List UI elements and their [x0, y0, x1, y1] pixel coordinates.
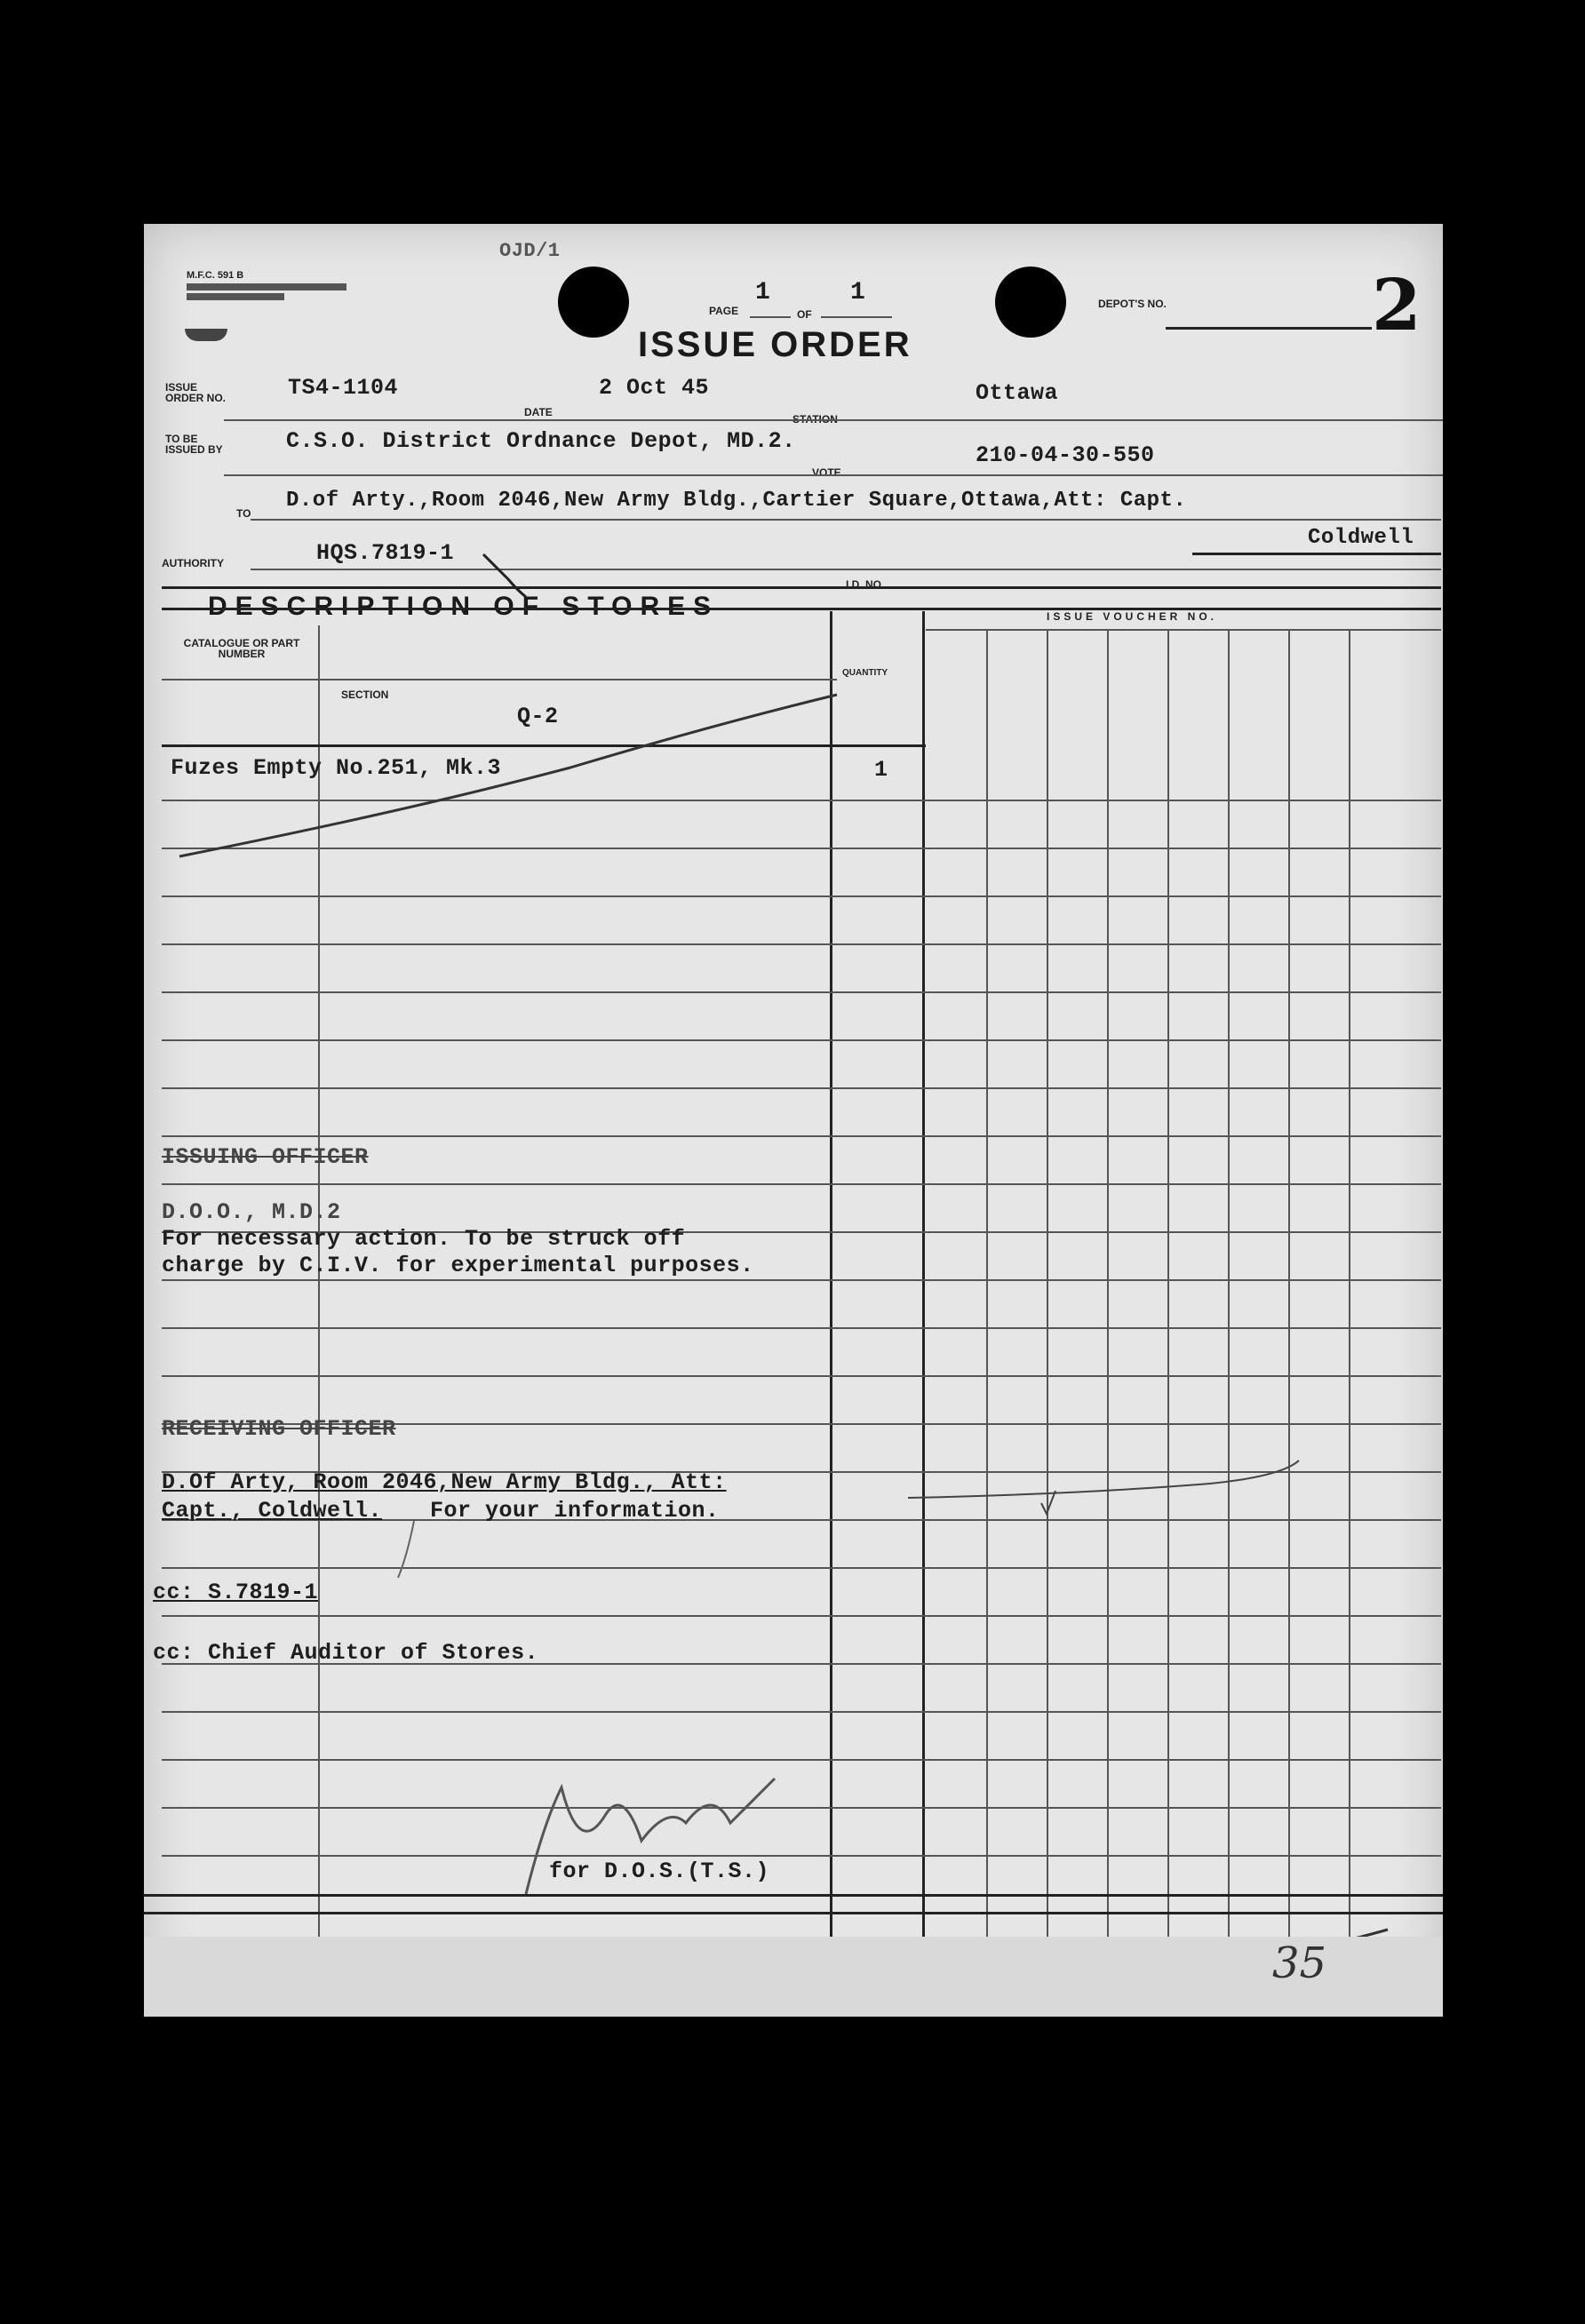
- pen-stroke-long: [179, 695, 837, 856]
- of-label: OF: [797, 308, 812, 321]
- paper-lower-strip: [144, 1937, 1443, 2017]
- signature-for: for D.O.S.(T.S.): [549, 1858, 770, 1884]
- page-number: 1: [755, 279, 771, 306]
- station-value: Ottawa: [976, 380, 1059, 406]
- id-no-label: I.D. NO.: [846, 578, 885, 591]
- form-code: M.F.C. 591 B: [187, 270, 346, 300]
- issuing-line-1: D.O.O., M.D.2: [162, 1199, 341, 1225]
- issuing-line-2: For necessary action. To be struck off: [162, 1226, 686, 1252]
- receiving-line-2b: For your information.: [430, 1498, 720, 1524]
- receiving-line-1: D.Of Arty, Room 2046,New Army Bldg., Att:: [162, 1469, 727, 1495]
- pen-stroke-authority: [483, 554, 526, 597]
- description-title: DESCRIPTION OF STORES: [208, 592, 720, 621]
- vote-label: VOTE: [812, 466, 841, 479]
- authority-value: HQS.7819-1: [316, 540, 455, 566]
- to-value-cont: Coldwell: [1308, 526, 1414, 550]
- issue-order-form: [144, 224, 1443, 2017]
- station-label: STATION: [792, 413, 838, 426]
- catalogue-label: CATALOGUE OR PART NUMBER: [183, 637, 300, 660]
- issuing-line-3: charge by C.I.V. for experimental purposes.: [162, 1253, 754, 1278]
- pen-stroke-vert: [398, 1521, 414, 1578]
- voucher-label: ISSUE VOUCHER NO.: [1047, 610, 1218, 623]
- item-quantity: 1: [874, 757, 888, 783]
- issued-by-value: C.S.O. District Ordnance Depot, MD.2.: [286, 428, 796, 454]
- depot-label: DEPOT'S NO.: [1098, 298, 1167, 310]
- to-label: TO: [236, 507, 251, 520]
- authority-label: AUTHORITY: [162, 557, 224, 569]
- cc-line-1: cc: S.7819-1: [153, 1580, 319, 1605]
- date-value: 2 Oct 45: [599, 375, 710, 401]
- to-be-issued-label: TO BE ISSUED BY: [165, 433, 223, 456]
- form-title: ISSUE ORDER: [638, 325, 912, 364]
- pen-stroke-receive: [908, 1460, 1299, 1498]
- depot-number: 2: [1372, 263, 1422, 346]
- receiving-line-2a: Capt., Coldwell.: [162, 1498, 383, 1524]
- issuing-officer-heading: ISSUING OFFICER: [162, 1144, 369, 1170]
- vote-value: 210-04-30-550: [976, 442, 1155, 468]
- pen-marks: [144, 224, 1443, 2017]
- page-total: 1: [850, 279, 866, 306]
- form-bottom-line: [144, 1894, 1443, 1897]
- signature-scribble: [526, 1779, 775, 1894]
- section-value: Q-2: [517, 704, 559, 729]
- section-label: SECTION: [341, 688, 389, 701]
- issue-order-number: TS4-1104: [288, 375, 399, 401]
- quantity-label: QUANTITY: [842, 668, 888, 678]
- item-description: Fuzes Empty No.251, Mk.3: [171, 755, 502, 781]
- receiving-officer-heading: RECEIVING OFFICER: [162, 1416, 396, 1442]
- cc-line-2: cc: Chief Auditor of Stores.: [153, 1640, 539, 1666]
- top-reference: OJD/1: [499, 240, 561, 262]
- handwritten-page-number: 35: [1272, 1938, 1327, 1988]
- page-label: PAGE: [709, 305, 739, 317]
- form-bottom-line-2: [144, 1912, 1443, 1914]
- date-label: DATE: [524, 406, 553, 418]
- issue-order-label: ISSUE ORDER NO.: [165, 381, 227, 404]
- to-value: D.of Arty.,Room 2046,New Army Bldg.,Cartier Square,Ottawa,Att: Capt.: [286, 489, 1187, 513]
